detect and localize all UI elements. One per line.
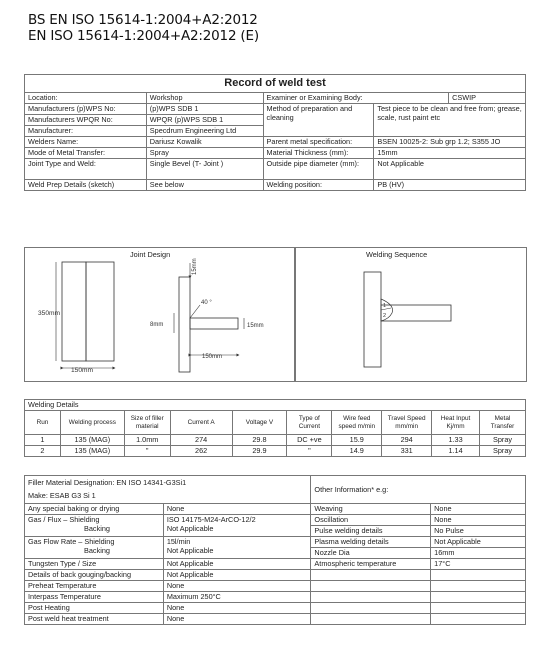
cell: Spray	[480, 446, 526, 457]
col-header: Metal Transfer	[480, 411, 526, 435]
row-label: Joint Type and Weld:	[25, 159, 147, 180]
filler-label: Post weld heat treatment	[25, 614, 164, 625]
filler-value: Maximum 250°C	[163, 592, 311, 603]
col-header: Welding process	[60, 411, 124, 435]
examiner-label: Examiner or Examining Body:	[263, 93, 449, 104]
pass-2-label: 2	[383, 313, 387, 319]
seq-plate-horizontal	[381, 305, 451, 321]
filler-label: Any special baking or drying	[25, 504, 164, 515]
empty-cell	[431, 570, 526, 581]
row-value: WPQR (p)WPS SDB 1	[146, 115, 263, 126]
dim-150-bottom-label: 150mm	[202, 354, 223, 360]
other-value: Not Applicable	[431, 537, 526, 548]
cell: 274	[170, 435, 232, 446]
gas-backing-value: Not Applicable	[166, 524, 214, 534]
cell: 294	[382, 435, 432, 446]
other-value: 17°C	[431, 559, 526, 570]
seq-plate-vertical	[364, 272, 381, 367]
cell: 1.14	[432, 446, 480, 457]
plate-side-horizontal	[190, 318, 238, 329]
filler-designation: Filler Material Designation: EN ISO 14341-G3Si1	[28, 478, 187, 488]
cell: "	[287, 446, 332, 457]
filler-label: Tungsten Type / Size	[25, 559, 164, 570]
standard-line-1: BS EN ISO 15614-1:2004+A2:2012	[28, 12, 258, 28]
cell: 14.9	[332, 446, 382, 457]
empty-cell	[311, 592, 431, 603]
row-label: Manufacturers WPQR No:	[25, 115, 147, 126]
row-label: Manufacturers (p)WPS No:	[25, 104, 147, 115]
cell: 262	[170, 446, 232, 457]
col-header: Wire feed speed m/min	[332, 411, 382, 435]
standard-line-2: EN ISO 15614-1:2004+A2:2012 (E)	[28, 28, 259, 44]
filler-table	[24, 475, 526, 625]
other-label: Oscillation	[311, 515, 431, 526]
row-label: Mode of Metal Transfer:	[25, 148, 147, 159]
pipe-label: Outside pipe diameter (mm):	[263, 159, 374, 180]
cell: Spray	[480, 435, 526, 446]
filler-label: Preheat Temperature	[25, 581, 164, 592]
record-table	[24, 74, 526, 191]
welding-sequence-drawing	[294, 247, 525, 380]
cell: 15.9	[332, 435, 382, 446]
row-value: Workshop	[146, 93, 263, 104]
filler-label: Details of back gouging/backing	[25, 570, 164, 581]
joint-design-title: Joint Design	[130, 250, 171, 259]
filler-value-flow	[163, 537, 311, 559]
method-value: Test piece to be clean and free from; grease, scale, rust paint etc	[374, 104, 526, 137]
filler-value: None	[163, 581, 311, 592]
cell: 2	[25, 446, 61, 457]
method-label: Method of preparation and cleaning	[263, 104, 374, 137]
flow-backing-value: Not Applicable	[166, 546, 214, 556]
row-label: Manufacturer:	[25, 126, 147, 137]
welding-details-title: Welding Details	[25, 400, 526, 411]
filler-value: None	[163, 614, 311, 625]
welding-sequence-title: Welding Sequence	[366, 250, 428, 259]
col-header: Travel Speed mm/min	[382, 411, 432, 435]
col-header: Voltage V	[232, 411, 287, 435]
cell: "	[124, 446, 170, 457]
empty-cell	[311, 570, 431, 581]
cell: 1	[25, 435, 61, 446]
empty-cell	[431, 581, 526, 592]
row-value: Specdrum Engineering Ltd	[146, 126, 263, 137]
examiner-value: CSWIP	[449, 93, 526, 104]
thickness-label: Material Thickness (mm):	[263, 148, 374, 159]
record-title: Record of weld test	[25, 75, 526, 93]
other-label: Pulse welding details	[311, 526, 431, 537]
filler-value: None	[163, 603, 311, 614]
row-value: Dariusz Kowalik	[146, 137, 263, 148]
other-label: Nozzle Dia	[311, 548, 431, 559]
other-value: None	[431, 504, 526, 515]
parent-label: Parent metal specification:	[263, 137, 374, 148]
filler-value: None	[163, 504, 311, 515]
other-value: No Pulse	[431, 526, 526, 537]
dim-350-label: 350mm	[38, 310, 60, 317]
position-label: Welding position:	[263, 180, 374, 191]
col-header: Run	[25, 411, 61, 435]
table-row	[25, 446, 526, 457]
empty-cell	[431, 614, 526, 625]
cell: 29.8	[232, 435, 287, 446]
cell: 1.0mm	[124, 435, 170, 446]
dim-40-label: 40 °	[201, 300, 212, 306]
gas-shielding-label: Gas / Flux – Shielding	[28, 515, 100, 524]
filler-label: Interpass Temperature	[25, 592, 164, 603]
position-value: PB (HV)	[374, 180, 526, 191]
filler-value-gas	[163, 515, 311, 537]
flow-backing-label: Backing	[84, 546, 110, 556]
empty-cell	[311, 603, 431, 614]
cell: 331	[382, 446, 432, 457]
row-label: Location:	[25, 93, 147, 104]
col-header: Type of Current	[287, 411, 332, 435]
filler-value: Not Applicable	[163, 559, 311, 570]
cell: 135 (MAG)	[60, 435, 124, 446]
dim-8-label: 8mm	[150, 322, 164, 328]
other-value: None	[431, 515, 526, 526]
dim-150-label: 150mm	[71, 367, 93, 374]
welding-details-table	[24, 399, 526, 457]
joint-design-drawing	[24, 247, 294, 380]
gas-shielding-value: ISO 14175-M24-ArCO-12/2	[166, 515, 256, 524]
flow-shielding-label: Gas Flow Rate – Shielding	[28, 537, 115, 546]
filler-label-gas	[25, 515, 164, 537]
plate-front-right	[86, 262, 114, 361]
other-label: Plasma welding details	[311, 537, 431, 548]
empty-cell	[311, 614, 431, 625]
other-label: Atmospheric temperature	[311, 559, 431, 570]
other-value: 16mm	[431, 548, 526, 559]
dim-15-top-label: 15mm	[192, 258, 198, 275]
thickness-value: 15mm	[374, 148, 526, 159]
filler-label-flow	[25, 537, 164, 559]
row-label: Weld Prep Details (sketch)	[25, 180, 147, 191]
col-header: Current A	[170, 411, 232, 435]
row-value: See below	[146, 180, 263, 191]
pipe-value: Not Applicable	[374, 159, 526, 180]
row-label: Welders Name:	[25, 137, 147, 148]
parent-value: BSEN 10025-2: Sub grp 1.2; S355 JO	[374, 137, 526, 148]
empty-cell	[431, 592, 526, 603]
plate-front-left	[62, 262, 86, 361]
other-label: Weaving	[311, 504, 431, 515]
bevel-line	[190, 305, 200, 318]
cell: 135 (MAG)	[60, 446, 124, 457]
filler-header	[25, 476, 311, 504]
col-header: Heat Input Kj/mm	[432, 411, 480, 435]
filler-make: Make: ESAB G3 Si 1	[28, 490, 96, 500]
filler-value: Not Applicable	[163, 570, 311, 581]
cell: 29.9	[232, 446, 287, 457]
col-header: Size of filler material	[124, 411, 170, 435]
flow-shielding-value: 15l/min	[166, 537, 191, 546]
table-row	[25, 435, 526, 446]
pass-1-label: 1	[383, 303, 387, 309]
filler-label: Post Heating	[25, 603, 164, 614]
plate-side-vertical	[179, 277, 190, 372]
details-header-row	[25, 411, 526, 435]
empty-cell	[431, 603, 526, 614]
row-value: (p)WPS SDB 1	[146, 104, 263, 115]
empty-cell	[311, 581, 431, 592]
cell: 1.33	[432, 435, 480, 446]
other-info: Other Information* e.g:	[311, 476, 526, 504]
dim-15-right-label: 15mm	[247, 323, 264, 329]
gas-backing-label: Backing	[84, 524, 110, 534]
cell: DC +ve	[287, 435, 332, 446]
row-value: Spray	[146, 148, 263, 159]
row-value: Single Bevel (T- Joint )	[146, 159, 263, 180]
